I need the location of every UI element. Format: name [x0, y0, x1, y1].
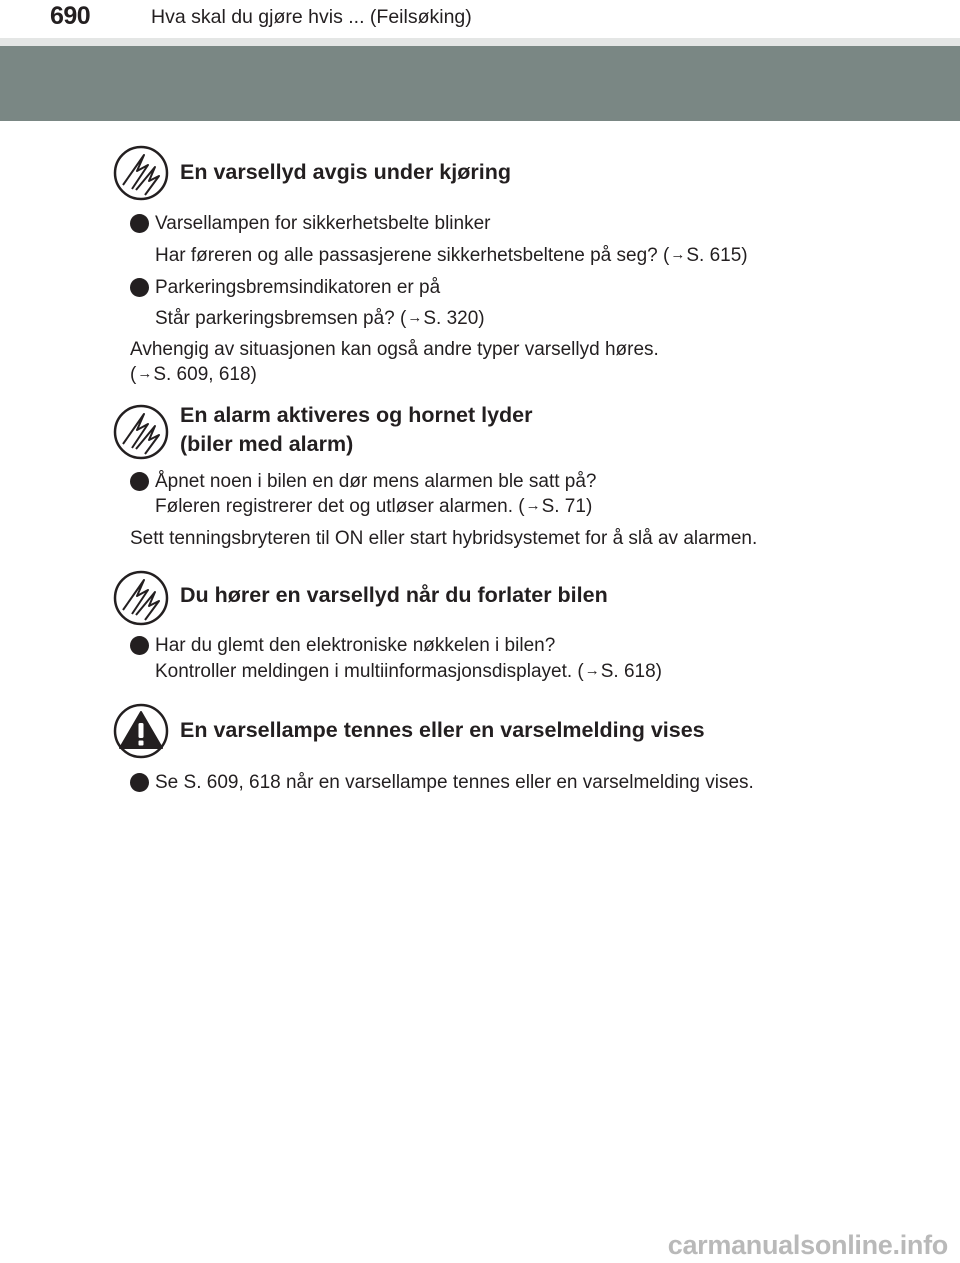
section-title: En varsellyd avgis under kjøring	[180, 160, 511, 184]
gray-banner	[0, 46, 960, 121]
lightning-warning-icon	[113, 404, 169, 460]
bullet-icon	[130, 773, 149, 792]
exclamation-warning-icon	[113, 703, 169, 759]
lightning-warning-icon	[113, 145, 169, 201]
arrow-icon: →	[137, 365, 153, 382]
bullet-icon	[130, 636, 149, 655]
note-text-ref: (→S. 609, 618)	[130, 364, 257, 385]
section-title: En alarm aktiveres og hornet lyder	[180, 403, 533, 427]
arrow-icon: →	[670, 246, 686, 263]
section-title-line2: (biler med alarm)	[180, 432, 354, 456]
chapter-title: Hva skal du gjøre hvis ... (Feilsøking)	[151, 6, 472, 28]
page-reference-link[interactable]: S. 609, 618)	[153, 364, 257, 385]
header-divider	[0, 38, 960, 46]
bullet-icon	[130, 472, 149, 491]
bullet-icon	[130, 278, 149, 297]
lightning-warning-icon	[113, 570, 169, 626]
note-text: Sett tenningsbryteren til ON eller start hybridsystemet for å slå av alarmen.	[130, 528, 758, 549]
list-item-detail: Har føreren og alle passasjerene sikkerhetsbeltene på seg? (→S. 615)	[155, 245, 748, 266]
list-item-detail: Føleren registrerer det og utløser alarmen. (→S. 71)	[155, 496, 593, 517]
list-item-detail: Kontroller meldingen i multiinformasjonsdisplayet. (→S. 618)	[155, 661, 663, 682]
page-reference-link[interactable]: S. 320)	[423, 308, 485, 329]
page-reference-link[interactable]: S. 71)	[541, 496, 593, 517]
bullet-icon	[130, 214, 149, 233]
arrow-icon: →	[584, 662, 600, 679]
section-title: Du hører en varsellyd når du forlater bilen	[180, 583, 608, 607]
page-number: 690	[50, 2, 91, 30]
arrow-icon: →	[407, 309, 423, 326]
watermark: carmanualsonline.info	[667, 1230, 948, 1260]
page-reference-link[interactable]: S. 618)	[600, 661, 663, 682]
page-reference-link[interactable]: S. 615)	[686, 245, 748, 266]
list-item-detail: Står parkeringsbremsen på? (→S. 320)	[155, 308, 485, 329]
note-text: Avhengig av situasjonen kan også andre typer varsellyd høres.	[130, 339, 659, 360]
page-header	[0, 0, 960, 38]
section-title: En varsellampe tennes eller en varselmelding vises	[180, 718, 705, 742]
arrow-icon: →	[525, 497, 541, 514]
